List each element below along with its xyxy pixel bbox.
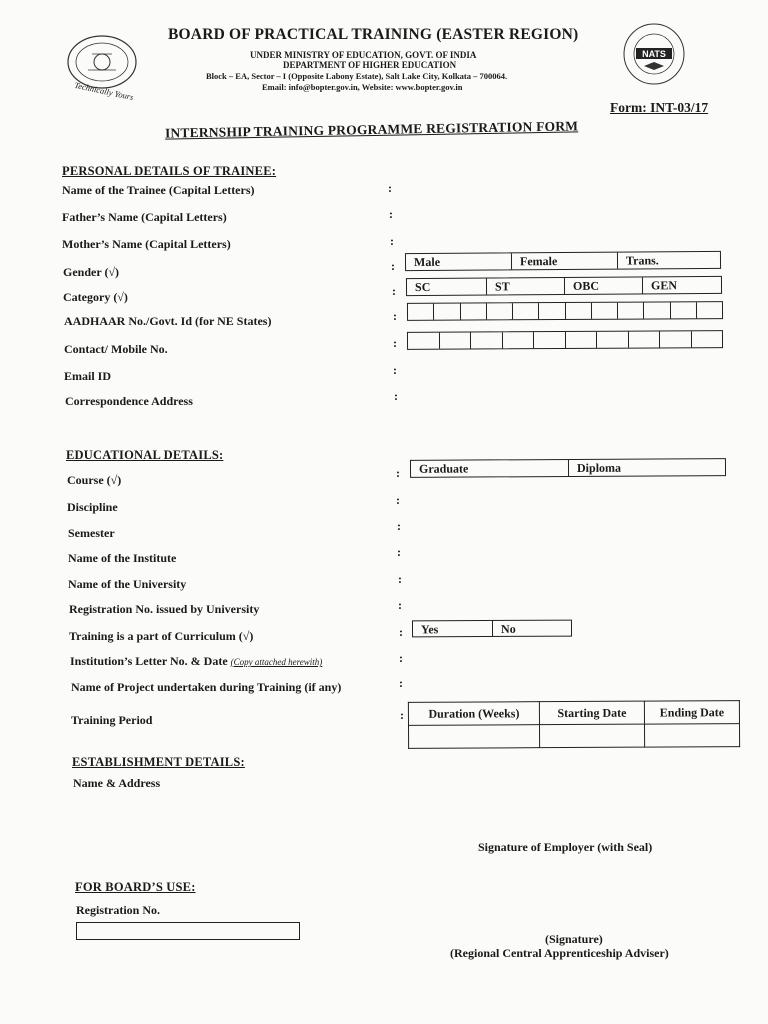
mobile-digit-box[interactable]: [660, 331, 692, 347]
colon: :: [393, 363, 397, 377]
board-title: BOARD OF PRACTICAL TRAINING (EASTER REGION): [168, 26, 579, 43]
letter-label-text: Institution’s Letter No. & Date: [70, 654, 228, 668]
aadhaar-digit-box[interactable]: [697, 302, 722, 318]
colon: :: [399, 676, 403, 690]
colon: :: [388, 181, 392, 195]
aadhaar-digit-box[interactable]: [592, 303, 618, 319]
discipline-label: Discipline: [67, 500, 118, 514]
duration-header: Duration (Weeks): [408, 702, 539, 726]
gender-option-male[interactable]: Male: [406, 253, 512, 270]
email-label: Email ID: [64, 369, 112, 383]
curriculum-option-yes[interactable]: Yes: [413, 621, 493, 636]
colon: :: [393, 336, 397, 350]
colon: :: [397, 519, 401, 533]
category-option-sc[interactable]: SC: [407, 279, 487, 296]
aadhaar-digit-box[interactable]: [487, 303, 513, 319]
mobile-digit-box[interactable]: [565, 332, 597, 348]
establishment-name-address-label: Name & Address: [73, 776, 161, 790]
end-date-cell[interactable]: [644, 724, 739, 747]
department-line: DEPARTMENT OF HIGHER EDUCATION: [283, 60, 457, 70]
form-title: INTERNSHIP TRAINING PROGRAMME REGISTRATION FORM: [164, 118, 579, 141]
course-option-graduate[interactable]: Graduate: [411, 460, 569, 477]
letter-note: (Copy attached herewith): [230, 657, 323, 667]
mobile-label: Contact/ Mobile No.: [64, 342, 168, 356]
start-date-cell[interactable]: [540, 724, 645, 748]
university-reg-label: Registration No. issued by University: [69, 602, 260, 616]
aadhaar-digit-box[interactable]: [539, 303, 565, 319]
aadhaar-label: AADHAAR No./Govt. Id (for NE States): [64, 314, 272, 328]
board-reg-no-field[interactable]: [76, 922, 300, 940]
colon: :: [399, 651, 403, 665]
address-line: Block – EA, Sector – I (Opposite Labony Estate), Salt Lake City, Kolkata – 700064.: [206, 71, 508, 81]
aadhaar-digit-box[interactable]: [434, 304, 460, 320]
colon: :: [390, 234, 394, 248]
educational-details-heading: EDUCATIONAL DETAILS:: [66, 448, 224, 462]
contact-line: Email: info@bopter.gov.in, Website: www.bopter.gov.in: [262, 82, 463, 92]
mobile-digit-box[interactable]: [439, 332, 471, 348]
ministry-line: UNDER MINISTRY OF EDUCATION, GOVT. OF INDIA: [250, 50, 477, 60]
personal-details-heading: PERSONAL DETAILS OF TRAINEE:: [62, 164, 277, 178]
project-label: Name of Project undertaken during Training (if any): [71, 680, 342, 694]
form-number: Form: INT-03/17: [610, 100, 709, 115]
category-options: [406, 276, 722, 296]
start-date-header: Starting Date: [539, 701, 644, 725]
colon: :: [398, 598, 402, 612]
gender-label: Gender (√): [63, 265, 120, 279]
mobile-digit-box[interactable]: [471, 332, 503, 348]
aadhaar-digit-box[interactable]: [618, 303, 644, 319]
gender-options: [405, 251, 721, 271]
board-reg-no-label: Registration No.: [76, 903, 160, 917]
mobile-digit-box[interactable]: [628, 332, 660, 348]
course-option-diploma[interactable]: Diploma: [576, 460, 622, 475]
mobile-digit-box[interactable]: [691, 331, 722, 347]
training-period-table: [408, 700, 740, 749]
curriculum-options: [412, 620, 572, 638]
nats-logo-icon: [622, 22, 686, 91]
mobile-digit-boxes[interactable]: [407, 330, 723, 350]
mobile-digit-box[interactable]: [502, 332, 534, 348]
aadhaar-digit-box[interactable]: [408, 304, 434, 320]
colon: :: [391, 259, 395, 273]
course-label: Course (√): [67, 473, 122, 487]
colon: :: [400, 708, 404, 722]
address-label: Correspondence Address: [65, 394, 193, 408]
gender-option-trans[interactable]: Trans.: [625, 253, 659, 268]
gender-option-female[interactable]: Female: [512, 253, 618, 270]
colon: :: [394, 389, 398, 403]
mother-name-label: Mother’s Name (Capital Letters): [62, 237, 231, 251]
colon: :: [399, 625, 403, 639]
category-label: Category (√): [63, 290, 128, 304]
colon: :: [396, 493, 400, 507]
adviser-signature-label: (Signature): [545, 932, 603, 946]
nats-logo-label: NATS: [642, 49, 666, 59]
colon: :: [398, 572, 402, 586]
letter-label: [70, 654, 322, 669]
colon: :: [389, 207, 393, 221]
course-options: [410, 458, 726, 478]
aadhaar-digit-boxes[interactable]: [407, 301, 723, 321]
aadhaar-digit-box[interactable]: [513, 303, 539, 319]
colon: :: [392, 284, 396, 298]
curriculum-label: Training is a part of Curriculum (√): [69, 629, 254, 643]
mobile-digit-box[interactable]: [408, 333, 440, 349]
institute-label: Name of the Institute: [68, 551, 177, 565]
colon: :: [397, 545, 401, 559]
semester-label: Semester: [68, 526, 115, 540]
seal-motto: Technically Yours: [73, 79, 135, 103]
category-option-obc[interactable]: OBC: [565, 277, 643, 294]
colon: :: [393, 309, 397, 323]
duration-cell[interactable]: [409, 725, 540, 749]
employer-signature-label: Signature of Employer (with Seal): [478, 840, 653, 854]
trainee-name-label: Name of the Trainee (Capital Letters): [62, 183, 255, 197]
aadhaar-digit-box[interactable]: [565, 303, 591, 319]
university-label: Name of the University: [68, 577, 187, 591]
colon: :: [396, 466, 400, 480]
adviser-role-label: (Regional Central Apprenticeship Adviser): [450, 946, 669, 960]
aadhaar-digit-box[interactable]: [460, 303, 486, 319]
category-option-st[interactable]: ST: [487, 278, 565, 295]
board-use-heading: FOR BOARD’S USE:: [75, 880, 196, 894]
training-period-label: Training Period: [71, 713, 153, 727]
aadhaar-digit-box[interactable]: [644, 302, 670, 318]
end-date-header: Ending Date: [644, 701, 739, 724]
aadhaar-digit-box[interactable]: [670, 302, 696, 318]
father-name-label: Father’s Name (Capital Letters): [62, 210, 227, 224]
curriculum-option-no[interactable]: No: [500, 621, 516, 636]
category-option-gen[interactable]: GEN: [650, 278, 678, 293]
establishment-heading: ESTABLISHMENT DETAILS:: [72, 755, 245, 769]
mobile-digit-box[interactable]: [597, 332, 629, 348]
mobile-digit-box[interactable]: [534, 332, 566, 348]
